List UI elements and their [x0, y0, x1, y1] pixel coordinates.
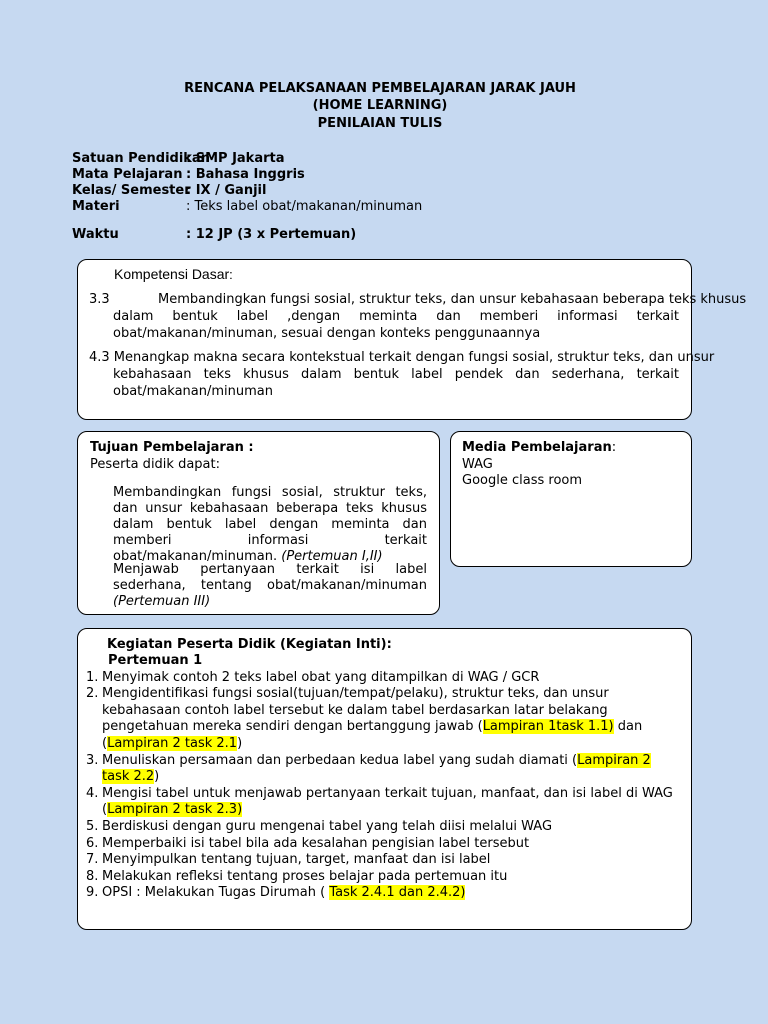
list-item: 3. Menuliskan persamaan dan perbedaan kedua label yang sudah diamati (Lampiran 2 task 2.2)	[86, 752, 651, 785]
tujuan-pembelajaran-box	[77, 431, 440, 615]
info-mapel-value: : Bahasa Inggris	[186, 167, 305, 182]
tujuan-point-2: Menjawab pertanyaan terkait isi label sederhana, tentang obat/makanan/minuman (Pertemuan III)	[113, 562, 427, 609]
list-item: 5. Berdiskusi dengan guru mengenai tabel yang telah diisi melalui WAG	[86, 818, 553, 834]
lampiran-2-task-2-2-highlight: Lampiran 2 task 2.2	[102, 752, 651, 785]
task-2-4-highlight: Task 2.4.1 dan 2.4.2)	[329, 885, 466, 901]
info-satuan	[72, 151, 285, 167]
info-satuan-label: Satuan Pendidikan	[72, 151, 210, 166]
tujuan-point-1: Membandingkan fungsi sosial, struktur teks, dan unsur kebahasaan beberapa teks khusus dalam bentuk label dengan meminta dan memberi informasi terkait obat/makanan/minuman. (Pertemuan I,II)	[113, 485, 427, 564]
lampiran-2-task-2-3-highlight: Lampiran 2 task 2.3)	[107, 802, 243, 818]
info-waktu	[72, 227, 356, 243]
tujuan-heading: Tujuan Pembelajaran :	[90, 440, 254, 455]
media-pembelajaran-box	[450, 431, 692, 567]
kd-3-3-number: 3.3	[89, 292, 110, 307]
list-item: 6. Memperbaiki isi tabel bila ada kesalahan pengisian label tersebut	[86, 835, 530, 851]
info-mapel-label: Mata Pelajaran	[72, 167, 183, 182]
page-title-line1: RENCANA PELAKSANAAN PEMBELAJARAN JARAK JAUH	[184, 81, 576, 96]
media-item-google-classroom: Google class room	[462, 473, 583, 488]
media-item-wag: WAG	[462, 457, 493, 472]
page-title-line3: PENILAIAN TULIS	[317, 116, 443, 131]
list-item: 4. Mengisi tabel untuk menjawab pertanyaan terkait tujuan, manfaat, dan isi label di WAG (Lampiran 2 task 2.3)	[86, 785, 673, 818]
info-materi-value: : Teks label obat/makanan/minuman	[186, 199, 423, 214]
kompetensi-dasar-box	[77, 259, 747, 420]
kegiatan-peserta-didik-box	[77, 628, 692, 930]
lampiran-1-task-1-1-highlight: Lampiran 1task 1.1)	[482, 719, 614, 735]
info-waktu-value: : 12 JP (3 x Pertemuan)	[186, 227, 357, 242]
list-item: 1. Menyimak contoh 2 teks label obat yang ditampilkan di WAG / GCR	[86, 669, 540, 685]
list-item: 9. OPSI : Melakukan Tugas Dirumah ( Task 2.4.1 dan 2.4.2)	[86, 885, 466, 901]
info-kelas-label: Kelas/ Semester	[72, 183, 191, 198]
info-kelas	[72, 183, 266, 199]
page-title-line2: (HOME LEARNING)	[312, 98, 448, 113]
info-kelas-value: : IX / Ganjil	[186, 183, 267, 198]
tujuan-intro: Peserta didik dapat:	[90, 457, 220, 472]
info-materi-label: Materi	[72, 199, 120, 214]
list-item: 2. Mengidentifikasi fungsi sosial(tujuan/tempat/pelaku), struktur teks, dan unsur kebahasaan contoh label tersebut ke dalam tabel berdasarkan latar belakang pengetahuan mereka sendiri dengan bertanggung jawab (Lampiran 1task 1.1) dan (Lampiran 2 task 2.1)	[86, 686, 643, 751]
kompetensi-dasar-heading: Kompetensi Dasar:	[114, 266, 233, 282]
list-item: 8. Melakukan refleksi tentang proses belajar pada pertemuan itu	[86, 868, 508, 884]
info-waktu-label: Waktu	[72, 227, 119, 242]
lampiran-2-task-2-1-highlight: Lampiran 2 task 2.1	[107, 735, 238, 751]
kegiatan-heading: Kegiatan Peserta Didik (Kegiatan Inti):	[107, 637, 392, 652]
kegiatan-pertemuan-heading: Pertemuan 1	[108, 653, 203, 668]
list-item: 7. Menyimpulkan tentang tujuan, target, manfaat dan isi label	[86, 852, 491, 868]
kd-4-3: 4.3 Menangkap makna secara kontekstual terkait dengan fungsi sosial, struktur teks, dan unsur kebahasaan teks khusus dalam bentuk label pendek dan sederhana, terkait obat/makanan/minuman	[89, 350, 715, 399]
info-mapel	[72, 167, 305, 183]
kd-3-3: 3.3 Membandingkan fungsi sosial, struktur teks, dan unsur kebahasaan beberapa teks khusus dalam bentuk label ,dengan meminta dan memberi informasi terkait obat/makanan/minuman, sesuai dengan konteks penggunaannya	[89, 292, 747, 341]
media-heading: Media Pembelajaran:	[462, 440, 617, 455]
info-satuan-value: : SMP Jakarta	[186, 151, 285, 166]
kegiatan-list	[86, 653, 676, 902]
info-materi	[72, 199, 422, 215]
